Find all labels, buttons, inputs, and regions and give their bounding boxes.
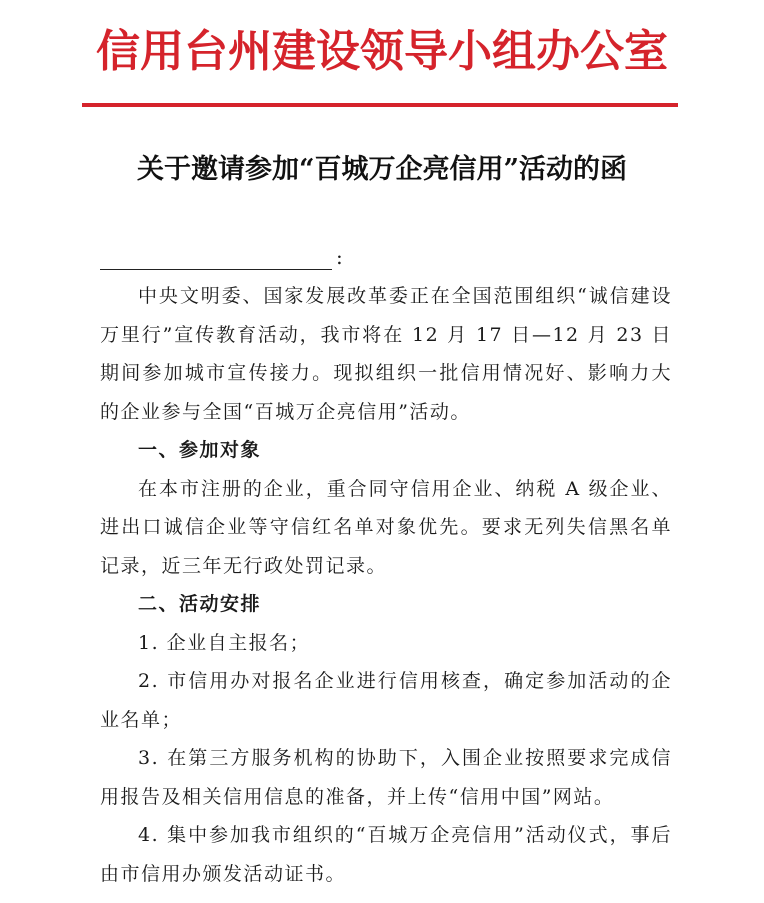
arrangement-item-1: 1. 企业自主报名； xyxy=(138,631,311,654)
section-heading-participants: 一、参加对象 xyxy=(138,439,262,461)
recipient-blank-line xyxy=(100,245,332,270)
salutation xyxy=(100,240,343,270)
section-heading-arrangements: 二、活动安排 xyxy=(138,593,262,615)
participants-paragraph: 在本市注册的企业，重合同守信用企业、纳税 A 级企业、进出口诚信企业等守信红名单对象优先。要求无列失信黑名单记录，近三年无行政处罚记录。 xyxy=(100,477,672,577)
arrangement-item-2: 2. 市信用办对报名企业进行信用核查，确定参加活动的企业名单； xyxy=(100,670,672,731)
salutation-colon: : xyxy=(336,245,343,269)
letterhead-red-rule xyxy=(82,103,678,107)
document-title: 关于邀请参加“百城万企亮信用”活动的函 xyxy=(136,154,628,185)
letterhead-org-name: 信用台州建设领导小组办公室 xyxy=(96,26,668,77)
letter-body xyxy=(100,277,672,893)
arrangement-item-4: 4. 集中参加我市组织的“百城万企亮信用”活动仪式，事后由市信用办颁发活动证书。 xyxy=(100,824,672,885)
intro-paragraph: 中央文明委、国家发展改革委正在全国范围组织“诚信建设万里行”宣传教育活动，我市将在 12 月 17 日—12 月 23 日期间参加城市宣传接力。现拟组织一批信用情况好、影响力大的企业参与全国“百城万企亮信用”活动。 xyxy=(100,285,672,423)
arrangement-item-3: 3. 在第三方服务机构的协助下，入围企业按照要求完成信用报告及相关信用信息的准备，并上传“信用中国”网站。 xyxy=(100,747,672,808)
